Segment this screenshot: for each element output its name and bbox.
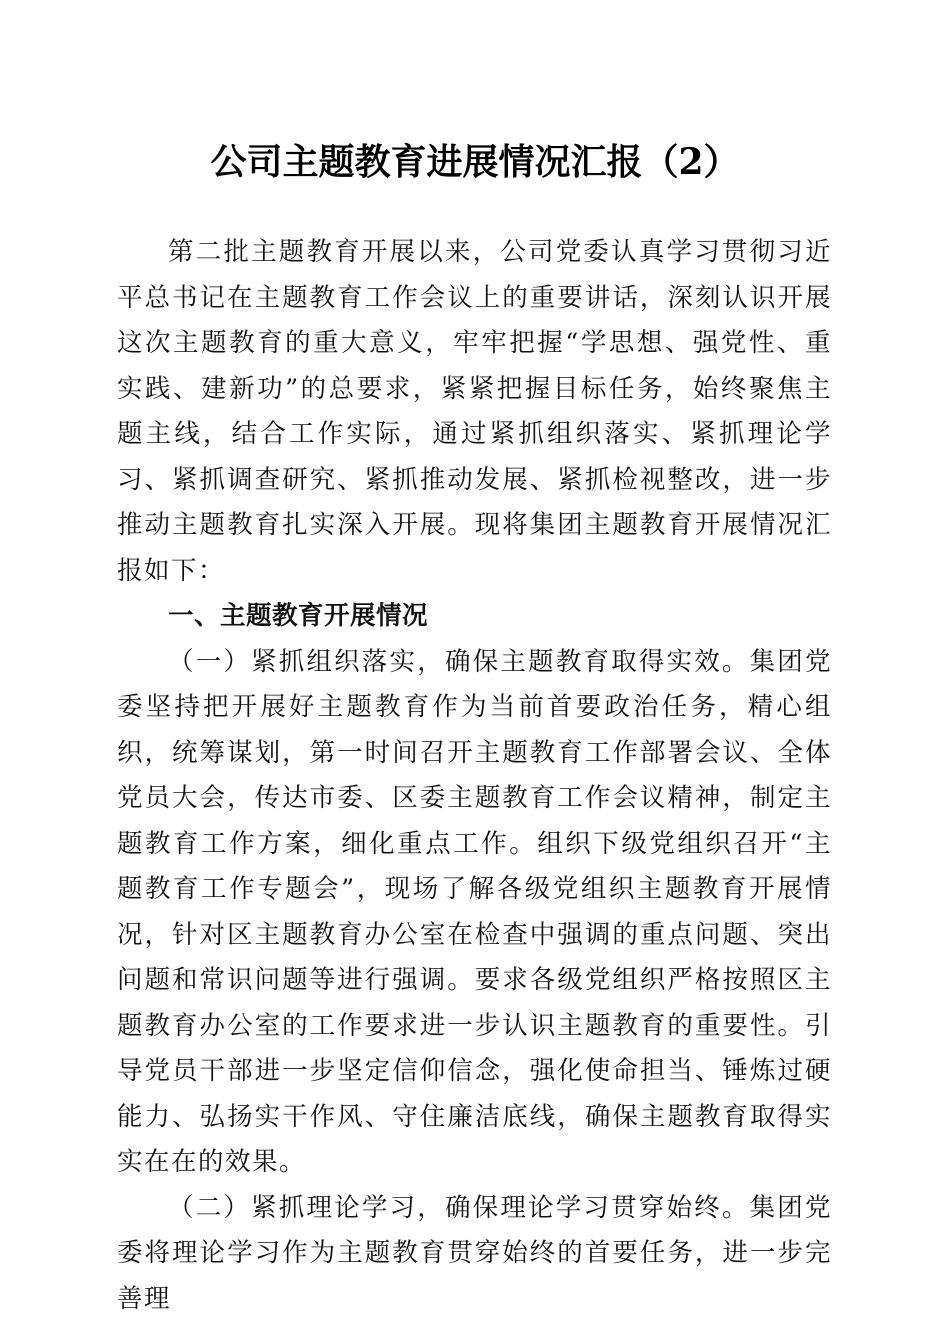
item-2-text: 集团党委将理论学习作为主题教育贯穿始终的首要任务，进一步完善理 — [117, 1192, 832, 1314]
document-body — [117, 230, 832, 1322]
item-2-lead: （二）紧抓理论学习，确保理论学习贯穿始终。 — [168, 1192, 750, 1223]
paragraph-item-1 — [117, 640, 832, 1186]
item-1-lead: （一）紧抓组织落实，确保主题教育取得实效。 — [168, 646, 750, 677]
section-heading-1: 一、主题教育开展情况 — [168, 601, 429, 631]
document-title: 公司主题教育进展情况汇报（2） — [210, 141, 740, 183]
paragraph-item-2 — [117, 1186, 832, 1323]
intro-paragraph: 第二批主题教育开展以来，公司党委认真学习贯彻习近平总书记在主题教育工作会议上的重要讲话，深刻认识开展这次主题教育的重大意义，牢牢把握“学思想、强党性、重实践、建新功”的总要求，紧紧把握目标任务，始终聚焦主题主线，结合工作实际，通过紧抓组织落实、紧抓理论学习、紧抓调查研究、紧抓推动发展、紧抓检视整改，进一步推动主题教育扎实深入开展。现将集团主题教育开展情况汇报如下： — [117, 237, 832, 586]
item-1-text: 集团党委坚持把开展好主题教育作为当前首要政治任务，精心组织，统筹谋划，第一时间召开主题教育工作部署会议、全体党员大会，传达市委、区委主题教育工作会议精神，制定主题教育工作方案，细化重点工作。组织下级党组织召开“主题教育工作专题会”，现场了解各级党组织主题教育开展情况，针对区主题教育办公室在检查中强调的重点问题、突出问题和常识问题等进行强调。要求各级党组织严格按照区主题教育办公室的工作要求进一步认识主题教育的重要性。引导党员干部进一步坚定信仰信念，强化使命担当、锤炼过硬能力、弘扬实干作风、守住廉洁底线，确保主题教育取得实实在在的效果。 — [117, 646, 832, 1177]
